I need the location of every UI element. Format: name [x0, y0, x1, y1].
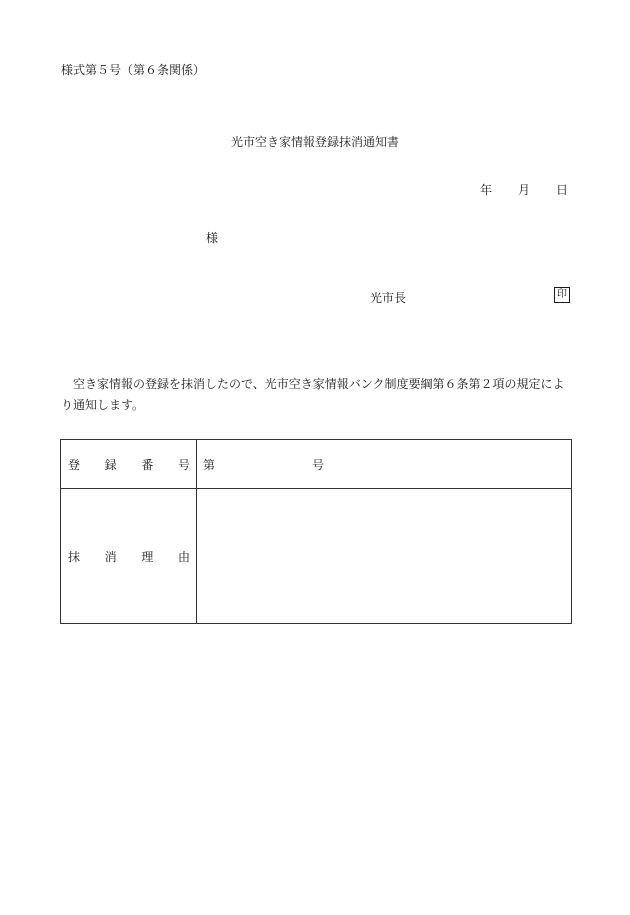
- notice-table: [60, 439, 572, 624]
- registration-number-label: [61, 440, 197, 489]
- registration-number-field[interactable]: [197, 440, 572, 489]
- registration-prefix: 第: [203, 457, 216, 472]
- document-title: 光市空き家情報登録抹消通知書: [230, 135, 399, 149]
- date-line: [480, 181, 568, 198]
- label-char: 番: [141, 457, 154, 472]
- label-char: 消: [104, 549, 117, 564]
- cancellation-reason-label: [61, 489, 197, 624]
- label-char: 理: [141, 549, 154, 564]
- recipient-suffix: 様: [206, 231, 219, 245]
- issuer-name: 光市長: [370, 291, 407, 305]
- form-number: 様式第５号（第６条関係）: [61, 63, 206, 77]
- notice-body-text: 空き家情報の登録を抹消したので、光市空き家情報バンク制度要綱第６条第２項の規定により通知します。: [61, 377, 565, 412]
- date-day: 日: [555, 183, 568, 197]
- seal-mark: 印: [554, 287, 570, 303]
- registration-suffix: 号: [312, 457, 325, 472]
- cancellation-reason-field[interactable]: [197, 489, 572, 624]
- label-char: 由: [177, 549, 190, 564]
- label-char: 号: [177, 457, 190, 472]
- date-year: 年: [479, 183, 492, 197]
- date-month: 月: [517, 183, 530, 197]
- label-char: 登: [68, 457, 81, 472]
- label-char: 録: [104, 457, 117, 472]
- table-row-reason: [61, 489, 572, 624]
- table-row-registration: [61, 440, 572, 489]
- label-char: 抹: [68, 549, 81, 564]
